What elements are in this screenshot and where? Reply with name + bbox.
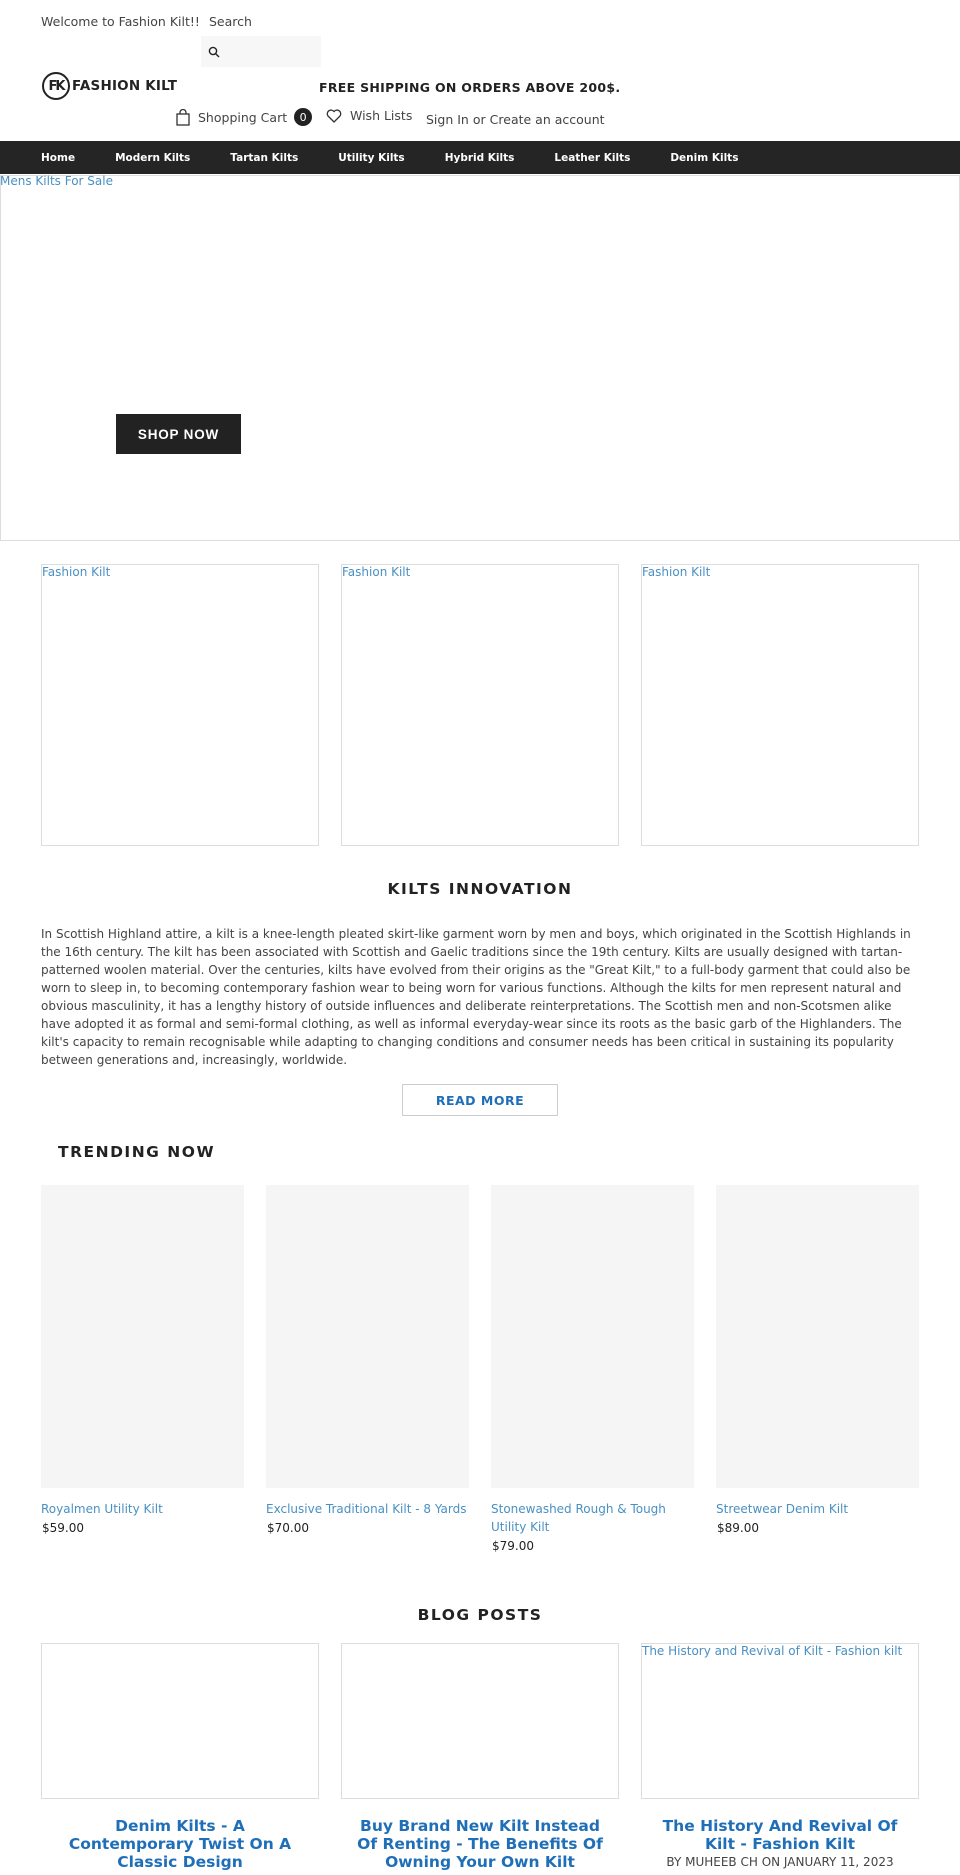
nav-item-hybrid-kilts[interactable]: Hybrid Kilts (444, 151, 515, 164)
create-account-link[interactable]: Create an account (489, 112, 605, 127)
promo-banner[interactable] (41, 564, 319, 846)
product-price: $70.00 (267, 1521, 309, 1535)
main-navigation (0, 141, 960, 174)
product-price: $89.00 (717, 1521, 759, 1535)
search-box[interactable] (201, 36, 321, 67)
blog-card[interactable] (41, 1643, 319, 1873)
product-price: $79.00 (492, 1539, 534, 1553)
product-name[interactable]: Exclusive Traditional Kilt - 8 Yards (266, 1502, 467, 1516)
wishlist-label: Wish Lists (350, 108, 413, 123)
logo-mark: FK (42, 72, 70, 100)
blog-post-title[interactable]: Buy Brand New Kilt Instead Of Renting - The Benefits Of Owning Your Own Kilt (357, 1817, 603, 1871)
product-name[interactable]: Stonewashed Rough & Tough Utility Kilt (491, 1502, 666, 1534)
account-separator: or (472, 112, 486, 127)
nav-item-leather-kilts[interactable]: Leather Kilts (554, 151, 631, 164)
blog-card[interactable] (341, 1643, 619, 1873)
welcome-message: Welcome to Fashion Kilt!! (41, 14, 200, 29)
promo-banner[interactable] (641, 564, 919, 846)
product-name[interactable]: Royalmen Utility Kilt (41, 1502, 163, 1516)
logo-text: FASHION KILT (72, 78, 178, 94)
product-name[interactable]: Streetwear Denim Kilt (716, 1502, 849, 1516)
shipping-notice: FREE SHIPPING ON ORDERS ABOVE 200$. (319, 80, 621, 95)
product-price: $59.00 (42, 1521, 84, 1535)
blog-image[interactable] (641, 1643, 919, 1799)
promo-banner[interactable] (341, 564, 619, 846)
innovation-title: KILTS INNOVATION (387, 880, 573, 898)
account-links (426, 112, 605, 127)
shopping-bag-icon (176, 109, 190, 126)
product-card[interactable] (266, 1185, 469, 1535)
search-input[interactable] (224, 45, 314, 58)
blog-title: BLOG POSTS (417, 1606, 543, 1624)
cart-count-badge: 0 (294, 108, 312, 126)
heart-icon (326, 109, 342, 123)
product-image[interactable] (266, 1185, 469, 1488)
blog-image-alt: The History and Revival of Kilt - Fashion kilt (642, 1644, 903, 1658)
read-more-button[interactable]: READ MORE (402, 1084, 558, 1116)
blog-post-meta: BY MUHEEB CH ON JANUARY 11, 2023 (666, 1855, 894, 1869)
logo[interactable] (42, 72, 177, 100)
nav-item-utility-kilts[interactable]: Utility Kilts (338, 151, 405, 164)
wishlist-link[interactable] (326, 108, 412, 123)
nav-item-modern-kilts[interactable]: Modern Kilts (115, 151, 191, 164)
innovation-text: In Scottish Highland attire, a kilt is a knee-length pleated skirt-like garment worn by men and boys, which originated in the Scottish Highlands in the 16th century. The kilt has been associated with Scottish and Gaelic traditions since the 19th century. Kilts are usually designed with tartan-patterned woolen material. Over the centuries, kilts have evolved from their origins as the "Great Kilt," to a full-body garment that could also be worn to sleep in, to becoming contemporary fashion wear to being worn for various functions. Although the kilts for men represent natural and obvious masculinity, it has a lengthy history of outside influences and deliberate reinterpretations. The Scottish men and non-Scotsmen alike have adopted it as formal and semi-formal clothing, as well as informal everyday-wear since its roots as the basic garb of the Highlanders. The kilt's capacity to remain recognisable while adapting to changing conditions and consumer needs has been critical in sustaining its popularity between generations and, increasingly, worldwide. (41, 927, 911, 1067)
nav-item-tartan-kilts[interactable]: Tartan Kilts (230, 151, 299, 164)
banner-image-alt: Fashion Kilt (642, 565, 711, 579)
hero-banner[interactable] (0, 175, 960, 541)
blog-image[interactable] (341, 1643, 619, 1799)
sign-in-link[interactable]: Sign In (426, 112, 469, 127)
banner-image-alt: Fashion Kilt (342, 565, 411, 579)
blog-card[interactable] (641, 1643, 919, 1869)
cart-label: Shopping Cart (198, 109, 288, 125)
shopping-cart-link[interactable] (176, 108, 312, 126)
product-image[interactable] (716, 1185, 919, 1488)
blog-image[interactable] (41, 1643, 319, 1799)
trending-title: TRENDING NOW (58, 1143, 216, 1161)
product-card[interactable] (41, 1185, 244, 1535)
blog-post-title[interactable]: The History And Revival Of Kilt - Fashion Kilt (662, 1817, 898, 1853)
search-icon[interactable] (208, 46, 220, 58)
banner-image-alt: Fashion Kilt (42, 565, 111, 579)
product-image[interactable] (41, 1185, 244, 1488)
product-card[interactable] (491, 1185, 694, 1553)
nav-item-home[interactable]: Home (41, 151, 76, 164)
nav-item-denim-kilts[interactable]: Denim Kilts (670, 151, 739, 164)
blog-post-title[interactable]: Denim Kilts - A Contemporary Twist On A Classic Design (68, 1817, 292, 1871)
hero-image-alt[interactable]: Mens Kilts For Sale (0, 174, 113, 188)
shop-now-button[interactable]: SHOP NOW (116, 414, 241, 454)
product-card[interactable] (716, 1185, 919, 1535)
product-image[interactable] (491, 1185, 694, 1488)
search-label: Search (209, 14, 252, 29)
